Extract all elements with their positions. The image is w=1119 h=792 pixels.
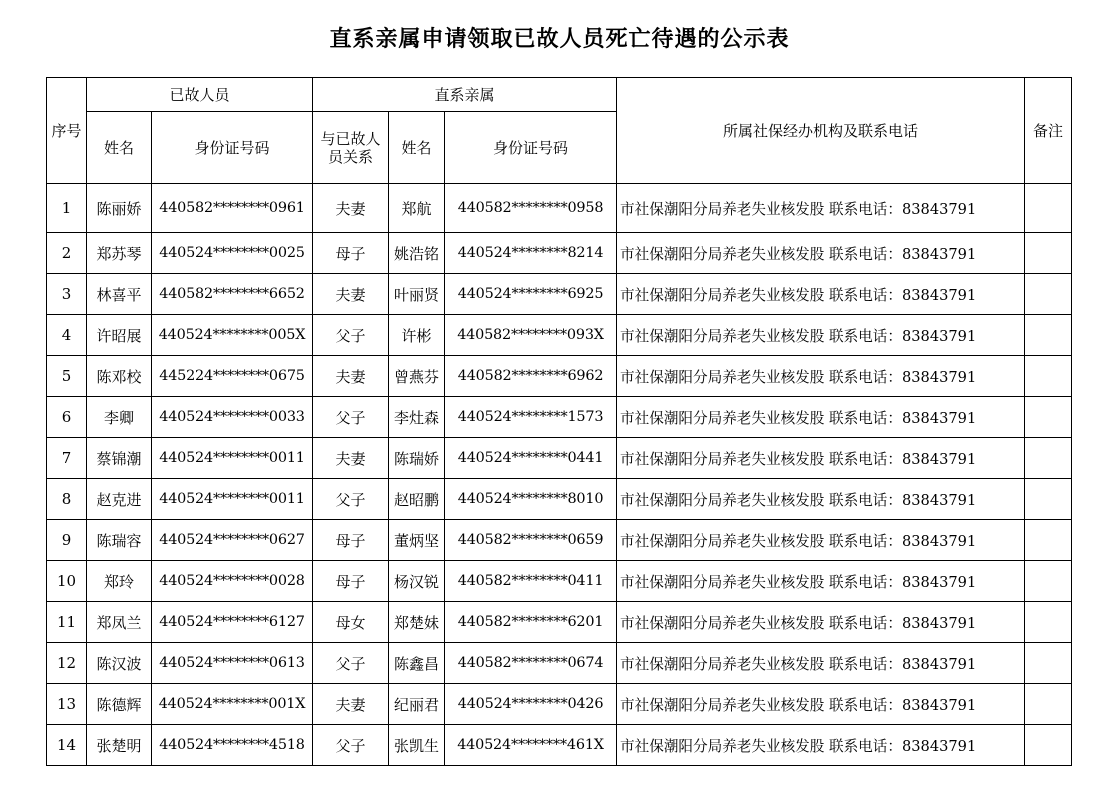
cell-deceased-name: 赵克进 (87, 479, 152, 520)
cell-relation: 母子 (313, 561, 389, 602)
cell-note (1025, 274, 1072, 315)
cell-relative-id: 440582********0659 (445, 520, 617, 561)
table-body (47, 184, 1072, 766)
header-relative-id: 身份证号码 (445, 112, 617, 184)
header-note: 备注 (1025, 78, 1072, 184)
cell-relative-id: 440582********0958 (445, 184, 617, 233)
cell-relation: 母子 (313, 520, 389, 561)
cell-note (1025, 684, 1072, 725)
header-deceased-id: 身份证号码 (152, 112, 313, 184)
cell-deceased-id: 440524********0627 (152, 520, 313, 561)
cell-note (1025, 602, 1072, 643)
cell-deceased-id: 440524********0011 (152, 479, 313, 520)
cell-org: 市社保潮阳分局养老失业核发股 联系电话：83843791 (617, 520, 1025, 561)
cell-seq: 8 (47, 479, 87, 520)
cell-deceased-name: 郑凤兰 (87, 602, 152, 643)
header-deceased-group: 已故人员 (87, 78, 313, 112)
cell-relative-id: 440524********6925 (445, 274, 617, 315)
table-row (47, 184, 1072, 233)
cell-seq: 9 (47, 520, 87, 561)
table-row (47, 233, 1072, 274)
cell-relative-name: 姚浩铭 (389, 233, 445, 274)
cell-note (1025, 643, 1072, 684)
cell-relative-id: 440524********0426 (445, 684, 617, 725)
cell-org: 市社保潮阳分局养老失业核发股 联系电话：83843791 (617, 397, 1025, 438)
cell-org: 市社保潮阳分局养老失业核发股 联系电话：83843791 (617, 274, 1025, 315)
cell-note (1025, 438, 1072, 479)
cell-org: 市社保潮阳分局养老失业核发股 联系电话：83843791 (617, 643, 1025, 684)
cell-relation: 母女 (313, 602, 389, 643)
header-relative-group: 直系亲属 (313, 78, 617, 112)
cell-org: 市社保潮阳分局养老失业核发股 联系电话：83843791 (617, 725, 1025, 766)
cell-relative-id: 440582********093X (445, 315, 617, 356)
table-row (47, 561, 1072, 602)
cell-seq: 6 (47, 397, 87, 438)
cell-org: 市社保潮阳分局养老失业核发股 联系电话：83843791 (617, 479, 1025, 520)
cell-seq: 12 (47, 643, 87, 684)
cell-note (1025, 520, 1072, 561)
cell-deceased-id: 440524********0011 (152, 438, 313, 479)
cell-relative-id: 440582********0674 (445, 643, 617, 684)
cell-note (1025, 561, 1072, 602)
cell-relative-name: 杨汉锐 (389, 561, 445, 602)
cell-deceased-id: 440524********0025 (152, 233, 313, 274)
table-header (47, 78, 1072, 184)
table-row (47, 602, 1072, 643)
table-row (47, 397, 1072, 438)
cell-relation: 母子 (313, 233, 389, 274)
table-row (47, 356, 1072, 397)
cell-relation: 父子 (313, 397, 389, 438)
cell-note (1025, 184, 1072, 233)
cell-org: 市社保潮阳分局养老失业核发股 联系电话：83843791 (617, 438, 1025, 479)
cell-deceased-id: 440524********0033 (152, 397, 313, 438)
cell-seq: 13 (47, 684, 87, 725)
cell-org: 市社保潮阳分局养老失业核发股 联系电话：83843791 (617, 184, 1025, 233)
table-row (47, 315, 1072, 356)
cell-deceased-name: 郑苏琴 (87, 233, 152, 274)
table-row (47, 725, 1072, 766)
cell-org: 市社保潮阳分局养老失业核发股 联系电话：83843791 (617, 561, 1025, 602)
cell-relation: 父子 (313, 725, 389, 766)
cell-deceased-name: 陈丽娇 (87, 184, 152, 233)
cell-deceased-id: 440524********4518 (152, 725, 313, 766)
cell-relative-name: 李灶森 (389, 397, 445, 438)
cell-seq: 5 (47, 356, 87, 397)
table-row (47, 520, 1072, 561)
cell-org: 市社保潮阳分局养老失业核发股 联系电话：83843791 (617, 233, 1025, 274)
cell-seq: 2 (47, 233, 87, 274)
header-relative-name: 姓名 (389, 112, 445, 184)
table-row (47, 438, 1072, 479)
cell-relative-id: 440582********6201 (445, 602, 617, 643)
table-row (47, 479, 1072, 520)
cell-org: 市社保潮阳分局养老失业核发股 联系电话：83843791 (617, 684, 1025, 725)
cell-deceased-name: 张楚明 (87, 725, 152, 766)
cell-relation: 夫妻 (313, 274, 389, 315)
cell-deceased-name: 林喜平 (87, 274, 152, 315)
cell-relative-id: 440524********1573 (445, 397, 617, 438)
header-seq: 序号 (47, 78, 87, 184)
cell-seq: 7 (47, 438, 87, 479)
cell-note (1025, 397, 1072, 438)
cell-relative-name: 张凯生 (389, 725, 445, 766)
cell-deceased-name: 陈德辉 (87, 684, 152, 725)
cell-note (1025, 233, 1072, 274)
cell-deceased-id: 440582********0961 (152, 184, 313, 233)
cell-deceased-name: 陈邓校 (87, 356, 152, 397)
cell-deceased-id: 440524********0613 (152, 643, 313, 684)
cell-relative-name: 陈鑫昌 (389, 643, 445, 684)
cell-org: 市社保潮阳分局养老失业核发股 联系电话：83843791 (617, 602, 1025, 643)
cell-note (1025, 725, 1072, 766)
cell-relation: 夫妻 (313, 184, 389, 233)
page-title: 直系亲属申请领取已故人员死亡待遇的公示表 (329, 27, 790, 52)
cell-note (1025, 356, 1072, 397)
cell-seq: 1 (47, 184, 87, 233)
cell-relative-name: 许彬 (389, 315, 445, 356)
cell-relation: 夫妻 (313, 684, 389, 725)
cell-relative-id: 440524********461X (445, 725, 617, 766)
table-row (47, 274, 1072, 315)
cell-relative-name: 郑航 (389, 184, 445, 233)
cell-relative-id: 440524********8214 (445, 233, 617, 274)
cell-relative-id: 440524********0441 (445, 438, 617, 479)
cell-deceased-name: 郑玲 (87, 561, 152, 602)
cell-deceased-id: 440524********0028 (152, 561, 313, 602)
cell-relation: 父子 (313, 315, 389, 356)
cell-seq: 4 (47, 315, 87, 356)
cell-note (1025, 315, 1072, 356)
cell-relation: 父子 (313, 479, 389, 520)
cell-relative-name: 董炳坚 (389, 520, 445, 561)
cell-seq: 10 (47, 561, 87, 602)
cell-deceased-id: 440582********6652 (152, 274, 313, 315)
cell-deceased-id: 440524********001X (152, 684, 313, 725)
cell-relation: 夫妻 (313, 356, 389, 397)
header-deceased-name: 姓名 (87, 112, 152, 184)
cell-relative-id: 440524********8010 (445, 479, 617, 520)
table-row (47, 643, 1072, 684)
cell-relative-name: 曾燕芬 (389, 356, 445, 397)
cell-deceased-name: 陈瑞容 (87, 520, 152, 561)
cell-relation: 父子 (313, 643, 389, 684)
cell-deceased-id: 440524********005X (152, 315, 313, 356)
cell-deceased-name: 许昭展 (87, 315, 152, 356)
cell-deceased-id: 440524********6127 (152, 602, 313, 643)
cell-org: 市社保潮阳分局养老失业核发股 联系电话：83843791 (617, 315, 1025, 356)
table-row (47, 684, 1072, 725)
cell-deceased-name: 陈汉波 (87, 643, 152, 684)
cell-seq: 11 (47, 602, 87, 643)
header-org: 所属社保经办机构及联系电话 (617, 78, 1025, 184)
cell-relative-id: 440582********6962 (445, 356, 617, 397)
cell-org: 市社保潮阳分局养老失业核发股 联系电话：83843791 (617, 356, 1025, 397)
cell-note (1025, 479, 1072, 520)
announcement-table (46, 77, 1072, 766)
cell-relative-name: 叶丽贤 (389, 274, 445, 315)
cell-relative-name: 纪丽君 (389, 684, 445, 725)
cell-deceased-name: 蔡锦潮 (87, 438, 152, 479)
cell-seq: 3 (47, 274, 87, 315)
cell-deceased-name: 李卿 (87, 397, 152, 438)
cell-relative-name: 郑楚妹 (389, 602, 445, 643)
cell-seq: 14 (47, 725, 87, 766)
cell-deceased-id: 445224********0675 (152, 356, 313, 397)
cell-relative-name: 陈瑞娇 (389, 438, 445, 479)
cell-relation: 夫妻 (313, 438, 389, 479)
cell-relative-name: 赵昭鹏 (389, 479, 445, 520)
cell-relative-id: 440582********0411 (445, 561, 617, 602)
header-relation: 与已故人员关系 (313, 112, 389, 184)
